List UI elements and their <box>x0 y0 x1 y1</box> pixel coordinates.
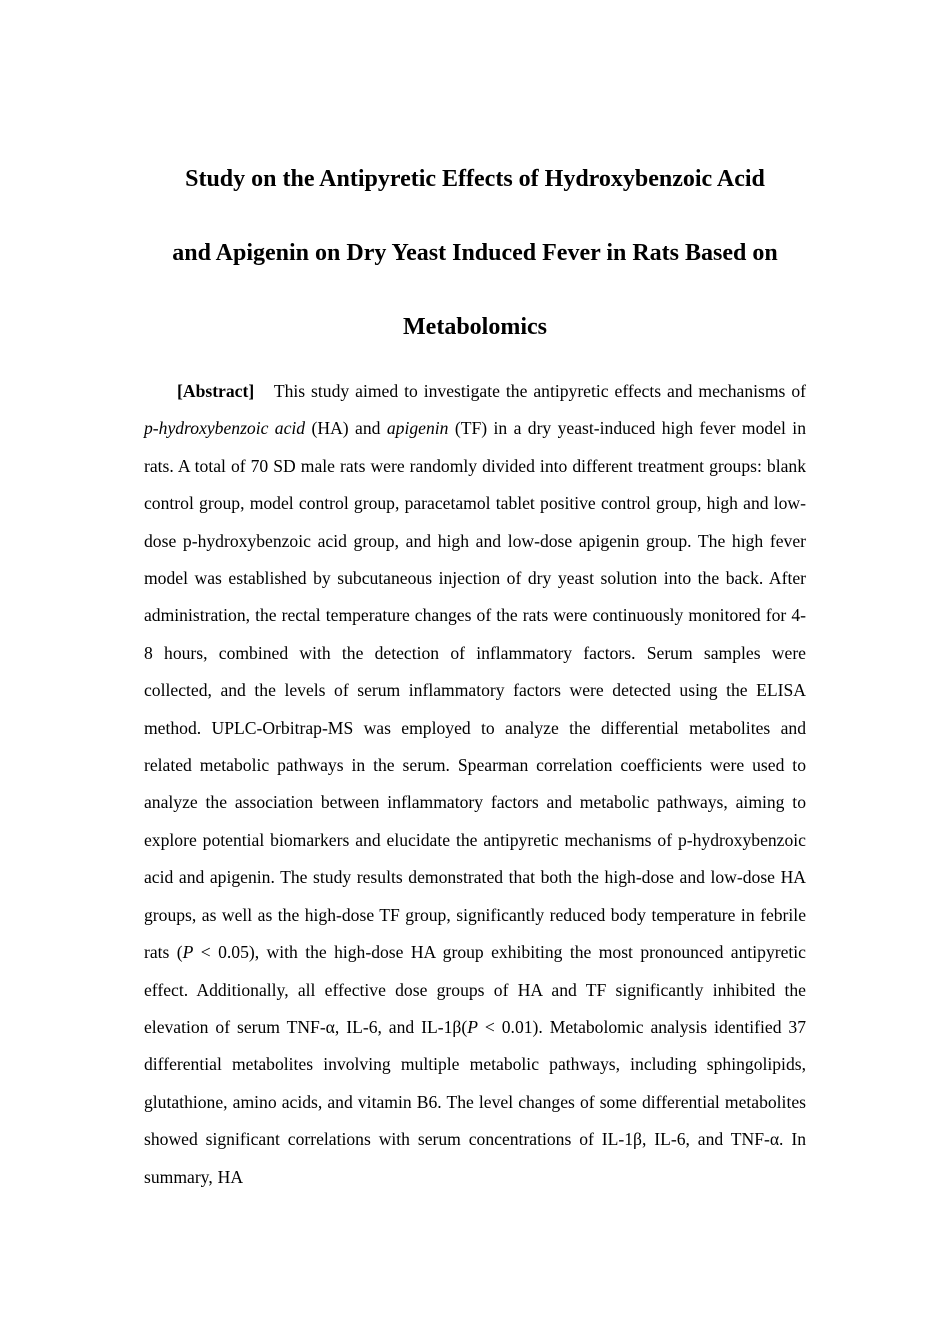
abstract-text-5: < 0.01). Metabolomic analysis identified 37 differential metabolites involving multiple metabolic pathways, including sphingolipids, glutathione, amino acids, and vitamin B6. The level changes of some differential metabolites showed significant correlations with serum concentrations of IL-1β, IL-6, and TNF-α. In summary, HA <box>144 1016 807 1187</box>
title-line-2: and Apigenin on Dry Yeast Induced Fever in Rats Based on <box>172 240 778 266</box>
abstract-paragraph <box>144 373 806 1196</box>
compound-name-tf: apigenin <box>386 418 449 439</box>
compound-name-ha: p-hydroxybenzoic acid <box>144 418 306 439</box>
title-line-1: Study on the Antipyretic Effects of Hydroxybenzoic Acid <box>185 166 765 192</box>
p-value-symbol: P <box>467 1016 478 1037</box>
abstract-text-4: < 0.05), with the high-dose HA group exhibiting the most pronounced antipyretic effect. Additionally, all effective dose groups of HA and TF significantly inhibited the elevation of serum TNF-α, IL-6, and IL-1β( <box>144 942 806 1037</box>
paper-title <box>120 142 830 364</box>
title-line-3: Metabolomics <box>403 314 547 340</box>
abstract-text-3: (TF) in a dry yeast-induced high fever model in rats. A total of 70 SD male rats were randomly divided into different treatment groups: blank control group, model control group, paracetamol tablet positive control group, high and low-dose p-hydroxybenzoic acid group, and high and low-dose apigenin group. The high fever model was established by subcutaneous injection of dry yeast solution into the back. After administration, the rectal temperature changes of the rats were continuously monitored for 4-8 hours, combined with the detection of inflammatory factors. Serum samples were collected, and the levels of serum inflammatory factors were detected using the ELISA method. UPLC-Orbitrap-MS was employed to analyze the differential metabolites and related metabolic pathways in the serum. Spearman correlation coefficients were used to analyze the association between inflammatory factors and metabolic pathways, aiming to explore potential biomarkers and elucidate the antipyretic mechanisms of p-hydroxybenzoic acid and apigenin. The study results demonstrated that both the high-dose and low-dose HA groups, as well as the high-dose TF group, significantly reduced body temperature in febrile rats ( <box>144 418 806 963</box>
abstract-text-1: This study aimed to investigate the antipyretic effects and mechanisms of <box>273 381 806 401</box>
abstract-text-2: (HA) and <box>311 418 381 439</box>
p-value-symbol: P <box>182 942 194 963</box>
abstract-label: [Abstract] <box>177 381 255 401</box>
